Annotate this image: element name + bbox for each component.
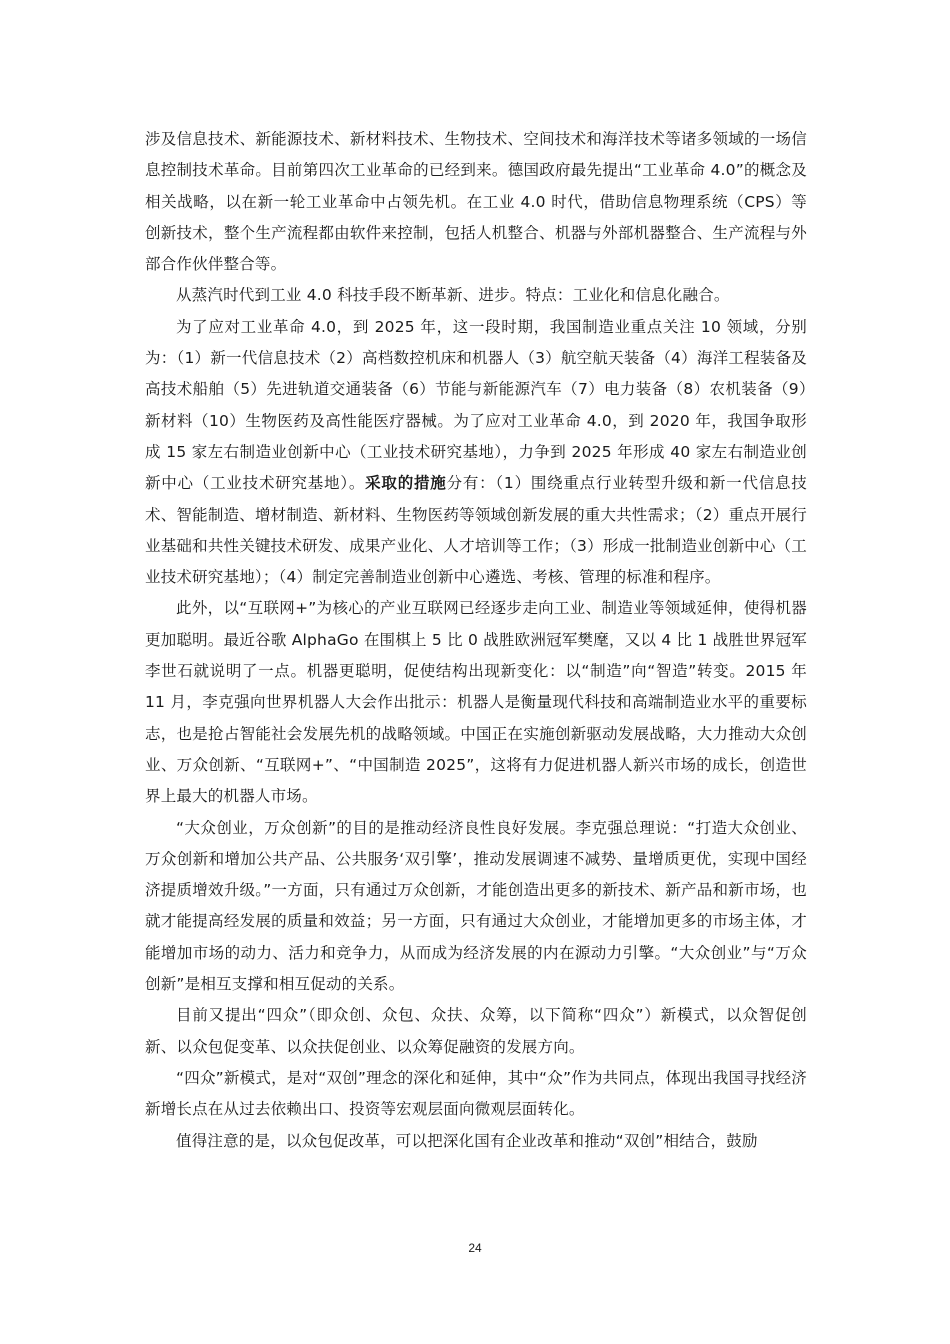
paragraph-1: 涉及信息技术、新能源技术、新材料技术、生物技术、空间技术和海洋技术等诸多领域的一场信息控制技术革命。目前第四次工业革命的已经到来。德国政府最先提出“工业革命 4.0”的概念及相关战略，以在新一轮工业革命中占领先机。在工业 4.0 时代，借助信息物理系统（CPS）等创新技术，整个生产流程都由软件来控制，包括人机整合、机器与外部机器整合、生产流程与外部合作伙伴整合等。 bbox=[145, 130, 807, 274]
paragraph-5: “大众创业，万众创新”的目的是推动经济良性良好发展。李克强总理说：“打造大众创业、万众创新和增加公共产品、公共服务‘双引擎’，推动发展调速不减势、量增质更优，实现中国经济提质增效升级。”一方面，只有通过万众创新，才能创造出更多的新技术、新产品和新市场，也就才能提高经发展的质量和效益；另一方面，只有通过大众创业，才能增加更多的市场主体，才能增加市场的动力、活力和竞争力，从而成为经济发展的内在源动力引擎。“大众创业”与“万众创新”是相互支撑和相互促动的关系。 bbox=[145, 818, 807, 994]
paragraph-6: 目前又提出“四众”（即众创、众包、众扶、众筹，以下简称“四众”）新模式，以众智促创新、以众包促变革、以众扶促创业、以众筹促融资的发展方向。 bbox=[145, 1006, 807, 1056]
paragraph-7: “四众”新模式，是对“双创”理念的深化和延伸，其中“众”作为共同点，体现出我国寻找经济新增长点在从过去依赖出口、投资等宏观层面向微观层面转化。 bbox=[145, 1068, 807, 1119]
paragraph-2: 从蒸汽时代到工业 4.0 科技手段不断革新、进步。特点：工业化和信息化融合。 bbox=[176, 286, 730, 305]
paragraph-3 bbox=[145, 312, 807, 594]
paragraph-3-rest: 分有：（1）围绕重点行业转型升级和新一代信息技术、智能制造、增材制造、新材料、生物医药等领域创新发展的重大共性需求；（2）重点开展行业基础和共性关键技术研发、成果产业化、人才培训等工作；（3）形成一批制造业创新中心（工业技术研究基地）；（4）制定完善制造业创新中心遴选、考核、管理的标准和程序。 bbox=[145, 474, 807, 587]
bold-phrase-measures: 采取的措施 bbox=[365, 474, 447, 493]
body-text bbox=[145, 124, 807, 1157]
paragraph-3-lead: 为了应对工业革命 4.0，到 2025 年，这一段时期，我国制造业重点关注 10 领域，分别为：（1）新一代信息技术（2）高档数控机床和机器人（3）航空航天装备（4）海洋工程装备及高技术船舶（5）先进轨道交通装备（6）节能与新能源汽车（7）电力装备（8）农机装备（9）新材料（10）生物医药及高性能医疗器械。为了应对工业革命 4.0，到 2020 年，我国争取形成 15 家左右制造业创新中心（工业技术研究基地），力争到 2025 年形成 40 家左右制造业创新中心（工业技术研究基地）。 bbox=[145, 317, 807, 493]
paragraph-8: 值得注意的是，以众包促改革，可以把深化国有企业改革和推动“双创”相结合，鼓励 bbox=[176, 1131, 758, 1150]
page-number: 24 bbox=[468, 1241, 482, 1255]
paragraph-4: 此外，以“互联网+”为核心的产业互联网已经逐步走向工业、制造业等领域延伸，使得机器更加聪明。最近谷歌 AlphaGo 在围棋上 5 比 0 战胜欧洲冠军樊麾，又以 4 比 1 战胜世界冠军李世石就说明了一点。机器更聪明，促使结构出现新变化：以“制造”向“智造”转变。2015 年 11 月，李克强向世界机器人大会作出批示：机器人是衡量现代科技和高端制造业水平的重要标志，也是抢占智能社会发展先机的战略领域。中国正在实施创新驱动发展战略，大力推动大众创业、万众创新、“互联网+”、“中国制造 2025”，这将有力促进机器人新兴市场的成长，创造世界上最大的机器人市场。 bbox=[145, 599, 807, 806]
